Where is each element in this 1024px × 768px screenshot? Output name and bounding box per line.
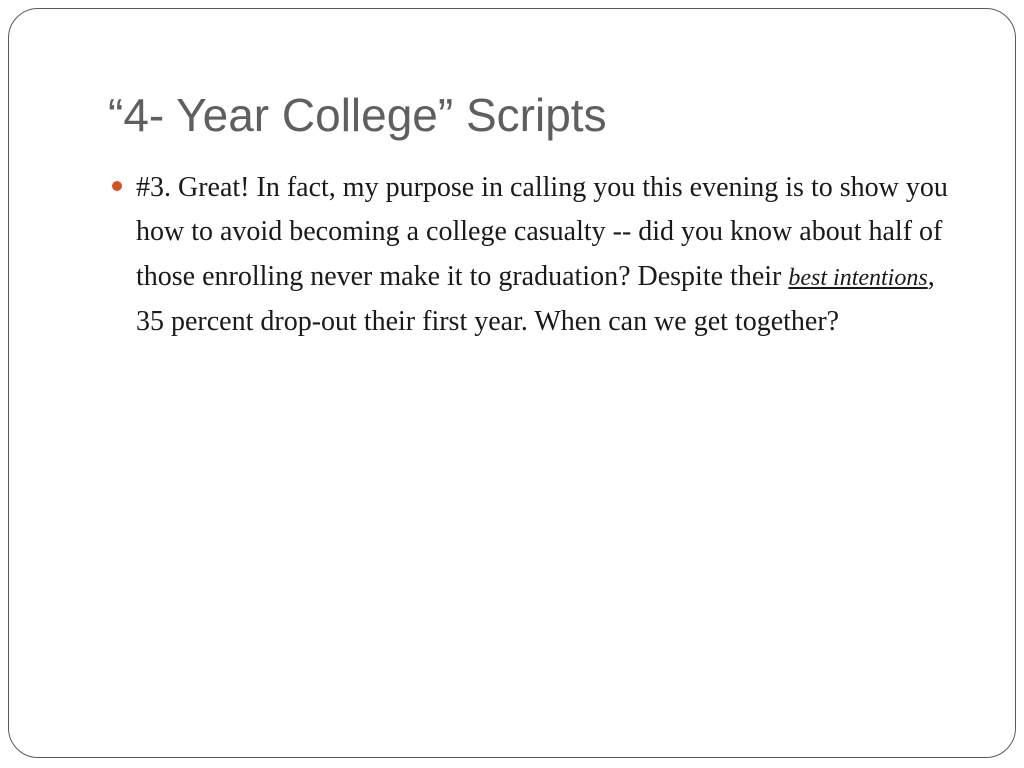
slide-title: “4- Year College” Scripts bbox=[108, 89, 607, 141]
bullet-dot-icon bbox=[112, 181, 122, 191]
bullet-text-after: , 35 percent drop-out their first year. When can we get together? bbox=[136, 260, 935, 338]
bullet-list bbox=[108, 166, 948, 345]
bullet-text-before: #3. Great! In fact, my purpose in calling you this evening is to show you how to avoid becoming a college casualty -- did you know about half of those enrolling never make it to graduation? Despite their bbox=[136, 172, 948, 292]
bullet-emphasis: best intentions bbox=[788, 264, 928, 291]
bullet-item bbox=[108, 166, 948, 345]
